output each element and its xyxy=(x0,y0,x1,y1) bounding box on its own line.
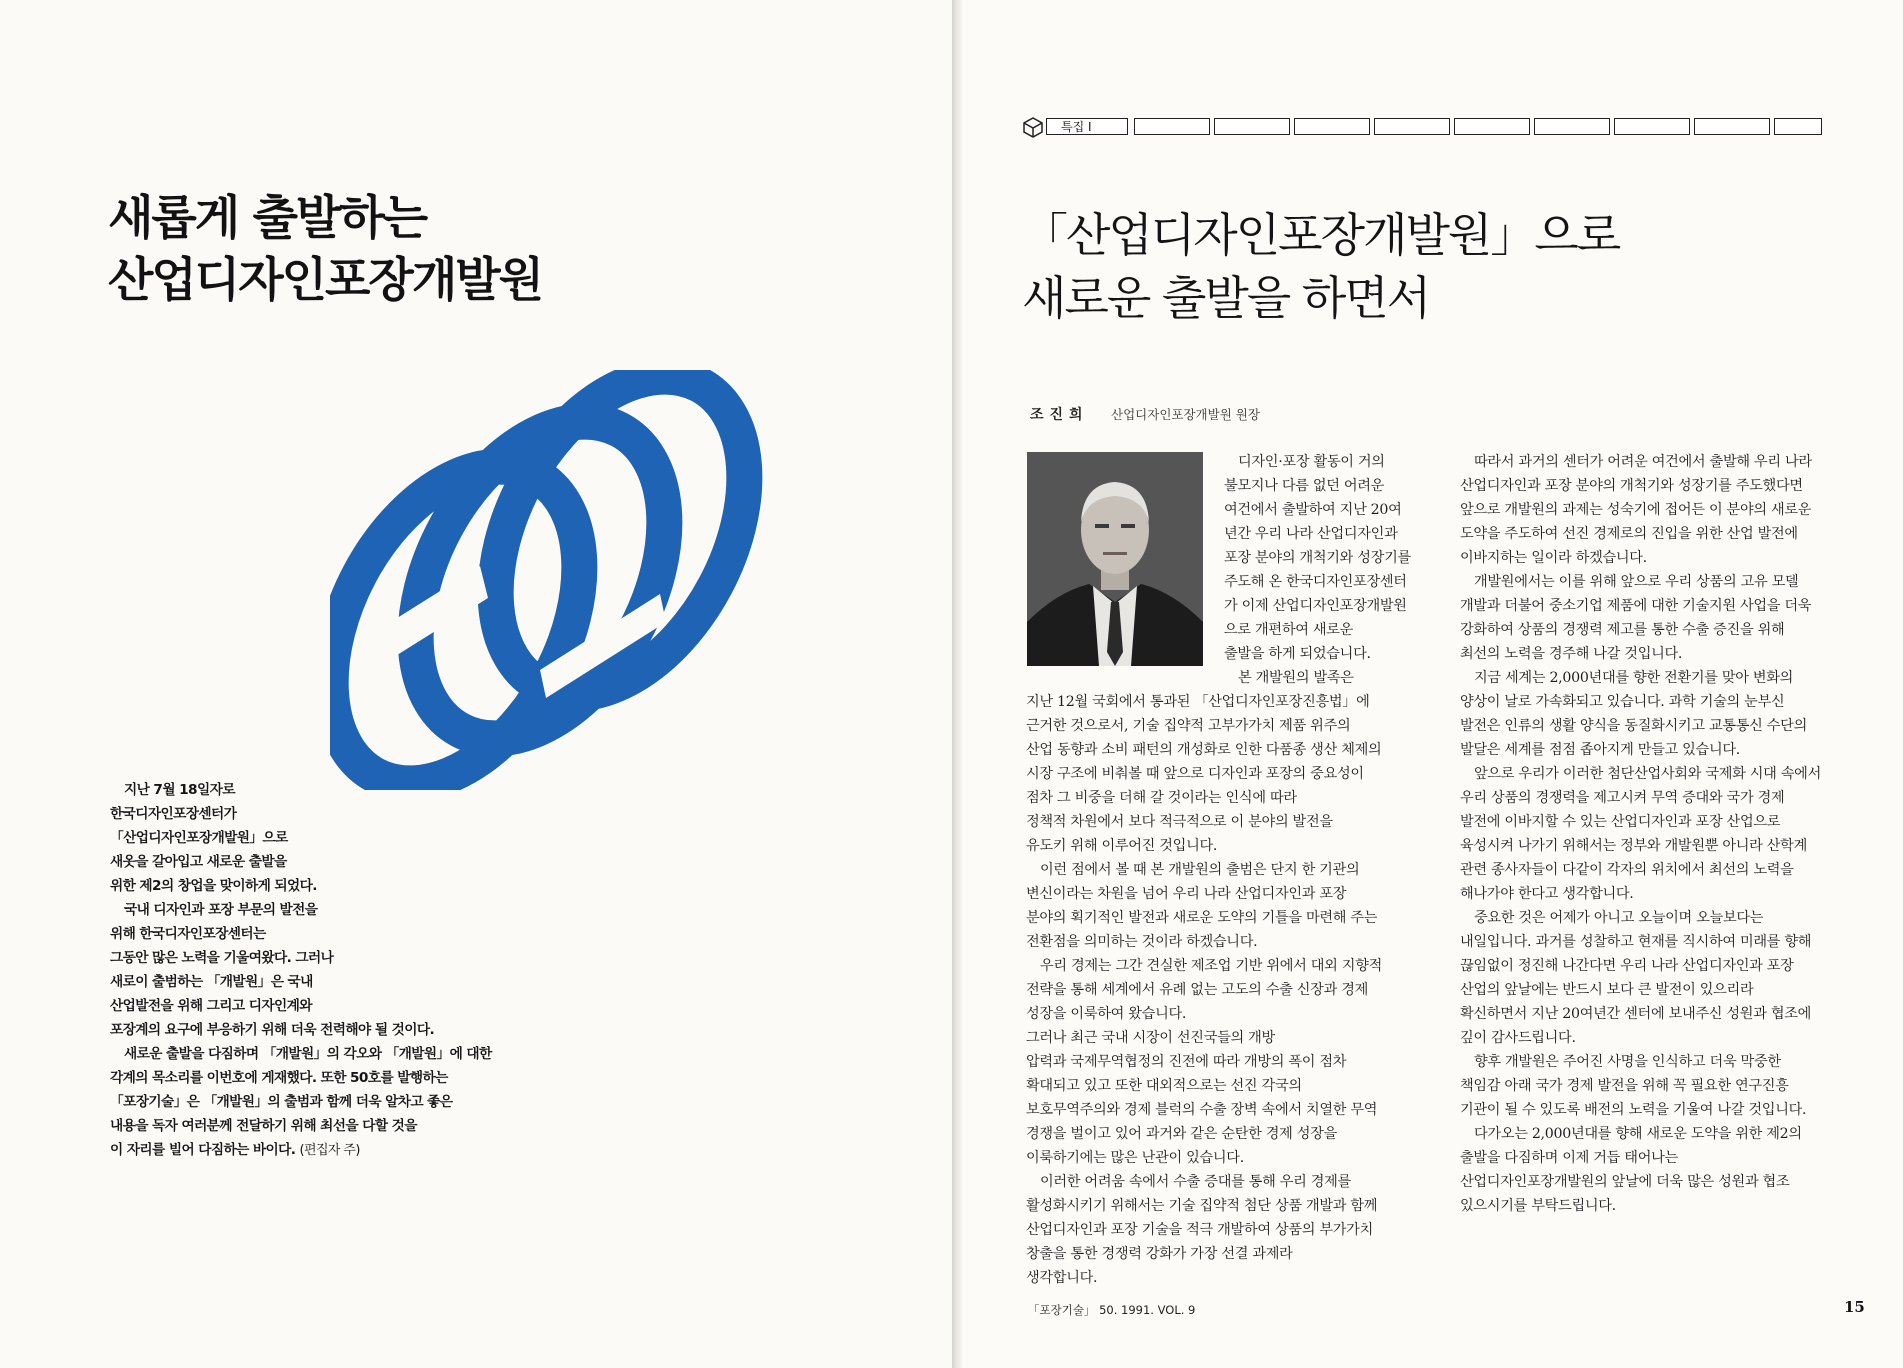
article-line: 산업디자인과 포장 분야의 개척기와 성장기를 주도했다면 xyxy=(1460,478,1803,494)
article-left-column xyxy=(1026,690,1382,1290)
author-portrait-photo xyxy=(1027,452,1203,666)
intro-text xyxy=(110,778,520,1163)
intro-line: 위한 제2의 창업을 맞이하게 되었다. xyxy=(110,878,317,894)
article-line: 점차 그 비중을 더해 갈 것이라는 인식에 따라 xyxy=(1026,790,1297,806)
article-line: 다가오는 2,000년대를 향해 새로운 도약을 위한 제2의 xyxy=(1474,1126,1802,1142)
article-line: 이런 점에서 볼 때 본 개발원의 출범은 단지 한 기관의 xyxy=(1040,862,1360,878)
article-line: 보호무역주의와 경제 블럭의 수출 장벽 속에서 치열한 무역 xyxy=(1026,1102,1378,1118)
article-line: 개발과 더불어 중소기업 제품에 대한 기술지원 사업을 더욱 xyxy=(1460,598,1812,614)
article-line: 확신하면서 지난 20여년간 센터에 보내주신 성원과 협조에 xyxy=(1460,1006,1812,1022)
article-line: 지금 세계는 2,000년대를 향한 전환기를 맞아 변화의 xyxy=(1474,670,1794,686)
header-box xyxy=(1294,118,1370,135)
article-line: 강화하여 상품의 경쟁력 제고를 통한 수출 증진을 위해 xyxy=(1460,622,1785,638)
intro-line: 새로이 출범하는 「개발원」은 국내 xyxy=(110,974,313,990)
intro-line: 새옷을 갈아입고 새로운 출발을 xyxy=(110,854,287,870)
magazine-footer: 「포장기술」 50. 1991. VOL. 9 xyxy=(1028,1303,1196,1317)
intro-line: 지난 7월 18일자로 xyxy=(124,782,235,798)
article-line: 발전은 인류의 생활 양식을 동질화시키고 교통통신 수단의 xyxy=(1460,718,1807,734)
author-role: 산업디자인포장개발원 원장 xyxy=(1111,407,1260,422)
article-line: 따라서 과거의 센터가 어려운 여건에서 출발해 우리 나라 xyxy=(1474,454,1812,470)
intro-line: 내용을 독자 여러분께 전달하기 위해 최선을 다할 것을 xyxy=(110,1118,417,1134)
header-box xyxy=(1774,118,1822,135)
article-line: 그러나 최근 국내 시장이 선진국들의 개방 xyxy=(1026,1030,1275,1046)
article-line: 육성시켜 나가기 위해서는 정부와 개발원뿐 아니라 산학계 xyxy=(1460,838,1807,854)
intro-line: 「포장기술」은 「개발원」의 출범과 함께 더욱 알차고 좋은 xyxy=(110,1094,453,1110)
feature-title-line: 새롭게 출발하는 xyxy=(108,191,427,246)
article-line: 최선의 노력을 경주해 나갈 것입니다. xyxy=(1460,646,1683,662)
article-wrap-column xyxy=(1224,450,1411,690)
article-line: 양상이 날로 가속화되고 있습니다. 과학 기술의 눈부신 xyxy=(1460,694,1785,710)
article-line: 산업 동향과 소비 패턴의 개성화로 인한 다품종 생산 체제의 xyxy=(1026,742,1382,758)
article-title-line: 새로운 출발을 하면서 xyxy=(1022,271,1430,325)
header-box xyxy=(1134,118,1210,135)
page-number: 15 xyxy=(1844,1298,1865,1316)
article-right-column xyxy=(1460,450,1821,1218)
article-line: 기관이 될 수 있도록 배전의 노력을 기울여 나갈 것입니다. xyxy=(1460,1102,1807,1118)
section-header-bar xyxy=(1022,116,1822,138)
article-line: 분야의 획기적인 발전과 새로운 도약의 기틀을 마련해 주는 xyxy=(1026,910,1378,926)
intro-line: 각계의 목소리를 이번호에 게재했다. 또한 50호를 발행하는 xyxy=(110,1070,448,1086)
intro-line xyxy=(110,1138,520,1163)
article-line: 산업디자인과 포장 기술을 적극 개발하여 상품의 부가가치 xyxy=(1026,1222,1373,1238)
article-line: 근거한 것으로서, 기술 집약적 고부가가치 제품 위주의 xyxy=(1026,718,1351,734)
header-box xyxy=(1614,118,1690,135)
article-line: 포장 분야의 개척기와 성장기를 xyxy=(1224,550,1411,566)
article-line: 개발원에서는 이를 위해 앞으로 우리 상품의 고유 모델 xyxy=(1474,574,1799,590)
kidp-logo-graphic xyxy=(330,370,770,790)
intro-line: 「산업디자인포장개발원」으로 xyxy=(110,830,288,846)
header-box xyxy=(1214,118,1290,135)
article-line: 산업디자인포장개발원의 앞날에 더욱 많은 성원과 협조 xyxy=(1460,1174,1790,1190)
intro-line: 새로운 출발을 다짐하며 「개발원」의 각오와 「개발원」에 대한 xyxy=(124,1046,492,1062)
article-line: 불모지나 다름 없던 어려운 xyxy=(1224,478,1385,494)
article-line: 확대되고 있고 또한 대외적으로는 선진 각국의 xyxy=(1026,1078,1302,1094)
intro-line: 한국디자인포장센터가 xyxy=(110,806,237,822)
intro-last-text: 이 자리를 빌어 다짐하는 바이다. xyxy=(110,1142,296,1158)
article-line: 깊이 감사드립니다. xyxy=(1460,1030,1576,1046)
article-line: 해나가야 한다고 생각합니다. xyxy=(1460,886,1634,902)
article-line: 우리 상품의 경쟁력을 제고시켜 무역 증대와 국가 경제 xyxy=(1460,790,1785,806)
feature-title-line: 산업디자인포장개발원 xyxy=(108,253,543,308)
article-line: 출발을 다짐하며 이제 거듭 태어나는 xyxy=(1460,1150,1678,1166)
intro-line: 그동안 많은 노력을 기울여왔다. 그러나 xyxy=(110,950,334,966)
article-line: 발전에 이바지할 수 있는 산업디자인과 포장 산업으로 xyxy=(1460,814,1781,830)
article-line: 본 개발원의 발족은 xyxy=(1238,670,1354,686)
article-line: 년간 우리 나라 산업디자인과 xyxy=(1224,526,1398,542)
article-line: 압력과 국제무역협정의 진전에 따라 개방의 폭이 점차 xyxy=(1026,1054,1347,1070)
article-line: 전환점을 의미하는 것이라 하겠습니다. xyxy=(1026,934,1258,950)
article-line: 산업의 앞날에는 반드시 보다 큰 발전이 있으리라 xyxy=(1460,982,1754,998)
article-line: 변신이라는 차원을 넘어 우리 나라 산업디자인과 포장 xyxy=(1026,886,1347,902)
article-line: 전략을 통해 세계에서 유례 없는 고도의 수출 신장과 경제 xyxy=(1026,982,1368,998)
article-line: 앞으로 개발원의 과제는 성숙기에 접어든 이 분야의 새로운 xyxy=(1460,502,1812,518)
page-gutter xyxy=(952,0,962,1368)
article-line: 지난 12월 국회에서 통과된 「산업디자인포장진흥법」에 xyxy=(1026,694,1370,710)
intro-line: 산업발전을 위해 그리고 디자인계와 xyxy=(110,998,312,1014)
article-line: 도약을 주도하여 선진 경제로의 진입을 위한 산업 발전에 xyxy=(1460,526,1798,542)
article-line: 정책적 차원에서 보다 적극적으로 이 분야의 발전을 xyxy=(1026,814,1333,830)
intro-line: 국내 디자인과 포장 부문의 발전을 xyxy=(124,902,318,918)
article-line: 끊임없이 정진해 나간다면 우리 나라 산업디자인과 포장 xyxy=(1460,958,1794,974)
article-line: 우리 경제는 그간 견실한 제조업 기반 위에서 대외 지향적 xyxy=(1040,958,1382,974)
article-line: 으로 개편하여 새로운 xyxy=(1224,622,1354,638)
article-line: 앞으로 우리가 이러한 첨단산업사회와 국제화 시대 속에서 xyxy=(1474,766,1821,782)
byline xyxy=(1030,404,1260,424)
article-line: 중요한 것은 어제가 아니고 오늘이며 오늘보다는 xyxy=(1474,910,1764,926)
article-title-line: 「산업디자인포장개발원」으로 xyxy=(1022,208,1620,262)
article-line: 시장 구조에 비춰볼 때 앞으로 디자인과 포장의 중요성이 xyxy=(1026,766,1364,782)
article-line: 창출을 통한 경쟁력 강화가 가장 선결 과제라 xyxy=(1026,1246,1293,1262)
article-line: 성장을 이룩하여 왔습니다. xyxy=(1026,1006,1187,1022)
article-line: 생각합니다. xyxy=(1026,1270,1098,1286)
header-box xyxy=(1694,118,1770,135)
article-line: 유도키 위해 이루어진 것입니다. xyxy=(1026,838,1218,854)
article-line: 디자인·포장 활동이 거의 xyxy=(1238,454,1385,470)
article-line: 내일입니다. 과거를 성찰하고 현재를 직시하여 미래를 향해 xyxy=(1460,934,1812,950)
article-line: 경쟁을 벌이고 있어 과거와 같은 순탄한 경제 성장을 xyxy=(1026,1126,1337,1142)
article-line: 이러한 어려움 속에서 수출 증대를 통해 우리 경제를 xyxy=(1040,1174,1351,1190)
article-line: 주도해 온 한국디자인포장센터 xyxy=(1224,574,1407,590)
article-line: 향후 개발원은 주어진 사명을 인식하고 더욱 막중한 xyxy=(1474,1054,1781,1070)
header-box xyxy=(1374,118,1450,135)
article-line: 여건에서 출발하여 지난 20여 xyxy=(1224,502,1402,518)
article-line: 발달은 세계를 점점 좁아지게 만들고 있습니다. xyxy=(1460,742,1740,758)
article-line: 이바지하는 일이라 하겠습니다. xyxy=(1460,550,1647,566)
editor-note: (편집자 주) xyxy=(299,1143,360,1158)
header-box xyxy=(1454,118,1530,135)
section-tag: 특집 I xyxy=(1046,118,1128,135)
article-line: 활성화시키기 위해서는 기술 집약적 첨단 상품 개발과 함께 xyxy=(1026,1198,1378,1214)
cube-icon xyxy=(1022,116,1044,138)
intro-line: 위해 한국디자인포장센터는 xyxy=(110,926,266,942)
article-line: 가 이제 산업디자인포장개발원 xyxy=(1224,598,1407,614)
feature-title xyxy=(108,188,542,312)
article-title xyxy=(1022,204,1619,330)
logo-rings xyxy=(330,370,770,790)
intro-line: 포장계의 요구에 부응하기 위해 더욱 전력해야 될 것이다. xyxy=(110,1022,435,1038)
article-line: 이룩하기에는 많은 난관이 있습니다. xyxy=(1026,1150,1244,1166)
author-name: 조진희 xyxy=(1030,407,1089,423)
article-line: 책임감 아래 국가 경제 발전을 위해 꼭 필요한 연구진흥 xyxy=(1460,1078,1789,1094)
article-line: 출발을 하게 되었습니다. xyxy=(1224,646,1371,662)
right-page xyxy=(962,0,1903,1368)
article-line: 있으시기를 부탁드립니다. xyxy=(1460,1198,1616,1214)
article-line: 관련 종사자들이 다같이 각자의 위치에서 최선의 노력을 xyxy=(1460,862,1794,878)
header-box xyxy=(1534,118,1610,135)
